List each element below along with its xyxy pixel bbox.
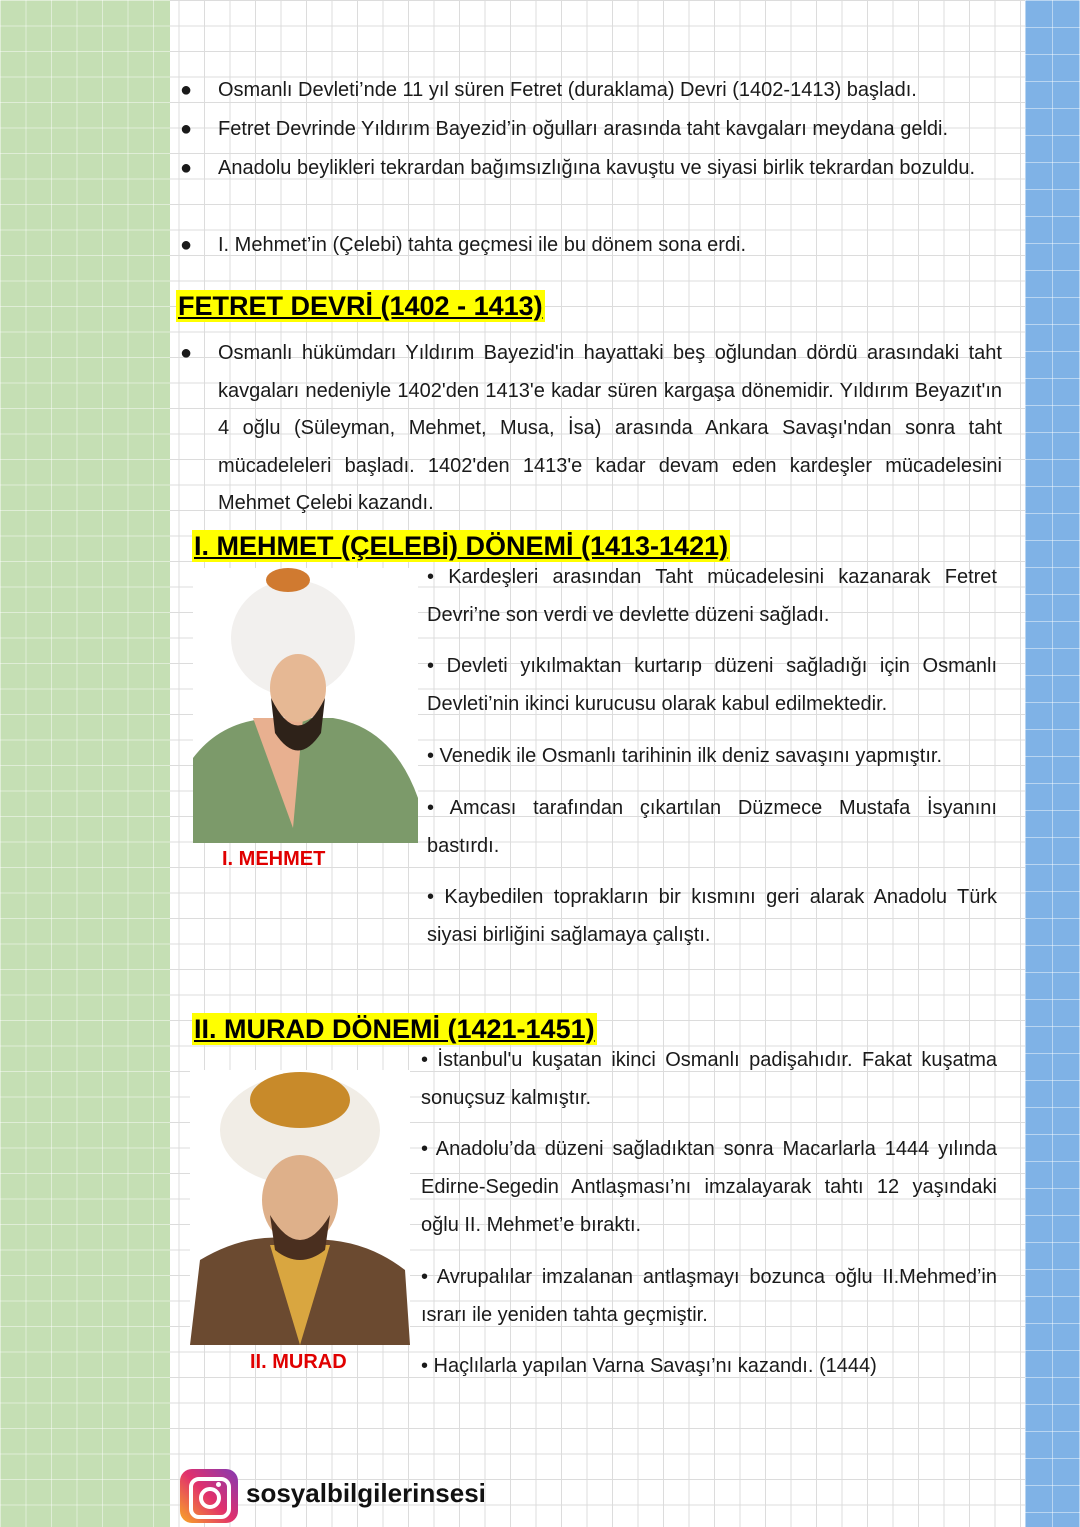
mehmet-portrait xyxy=(193,568,418,843)
mehmet-item: • Venedik ile Osmanlı tarihinin ilk deniz savaşını yapmıştır. xyxy=(427,745,943,767)
bullet-text: Fetret Devrinde Yıldırım Bayezid’in oğulları arasında taht kavgaları meydana geldi. xyxy=(218,118,949,140)
murad-caption: II. MURAD xyxy=(250,1351,347,1373)
left-margin-strip xyxy=(0,0,170,1527)
murad-item: • Avrupalılar imzalanan antlaşmayı bozunca oğlu II.Mehmed’in ısrarı ile yeniden tahta geçmiştir. xyxy=(421,1266,997,1326)
bullet-item: ● Fetret Devrinde Yıldırım Bayezid’in oğulları arasında taht kavgaları meydana geldi. xyxy=(180,111,1015,149)
mehmet-caption: I. MEHMET xyxy=(222,848,326,870)
fetret-text: Osmanlı hükümdarı Yıldırım Bayezid'in hayattaki beş oğlundan dördü arasındaki taht kavgaları nedeniyle 1402'den 1413'e kadar süren kargaşa dönemidir. Yıldırım Beyazıt'ın 4 oğlu (Süleyman, Mehmet, Musa, İsa) arasında Ankara Savaşı'ndan sonra taht mücadeleleri başladı. 1402'den 1413'e kadar devam eden kardeşler mücadelesini Mehmet Çelebi kazandı. xyxy=(218,342,1002,514)
murad-portrait xyxy=(190,1070,410,1345)
mehmet-item: • Kardeşleri arasından Taht mücadelesini kazanarak Fetret Devri’ne son verdi ve devlette düzeni sağladı. xyxy=(427,566,997,626)
mehmet-heading: I. MEHMET (ÇELEBİ) DÖNEMİ (1413-1421) xyxy=(194,531,729,561)
bullet-item: ● Anadolu beylikleri tekrardan bağımsızlığına kavuştu ve siyasi birlik tekrardan bozuldu. xyxy=(180,150,1015,188)
murad-heading: II. MURAD DÖNEMİ (1421-1451) xyxy=(194,1014,595,1044)
murad-item: • Haçlılarla yapılan Varna Savaşı’nı kazandı. (1444) xyxy=(421,1355,877,1377)
right-margin-strip xyxy=(1025,0,1080,1527)
bullet-text: I. Mehmet’in (Çelebi) tahta geçmesi ile bu dönem sona erdi. xyxy=(218,234,747,256)
bullet-text: Osmanlı Devleti’nde 11 yıl süren Fetret (duraklama) Devri (1402-1413) başladı. xyxy=(218,79,917,101)
bullet-item: ● I. Mehmet’in (Çelebi) tahta geçmesi ile bu dönem sona erdi. xyxy=(180,227,1015,265)
mehmet-item: • Amcası tarafından çıkartılan Düzmece Mustafa İsyanını bastırdı. xyxy=(427,797,997,857)
instagram-handle: sosyalbilgilerinsesi xyxy=(246,1478,486,1508)
bullet-text: Anadolu beylikleri tekrardan bağımsızlığına kavuştu ve siyasi birlik tekrardan bozuldu. xyxy=(218,157,976,179)
fetret-paragraph: ● Osmanlı hükümdarı Yıldırım Bayezid'in hayattaki beş oğlundan dördü arasındaki taht kavgaları nedeniyle 1402'den 1413'e kadar süren kargaşa dönemidir. Yıldırım Beyazıt'ın 4 oğlu (Süleyman, Mehmet, Musa, İsa) arasında Ankara Savaşı'ndan sonra taht mücadeleleri başladı. 1402'den 1413'e kadar devam eden kardeşler mücadelesini Mehmet Çelebi kazandı. xyxy=(180,335,1002,523)
fetret-heading: FETRET DEVRİ (1402 - 1413) xyxy=(178,291,543,321)
mehmet-item: • Kaybedilen toprakların bir kısmını geri alarak Anadolu Türk siyasi birliğini sağlamaya çalıştı. xyxy=(427,886,997,946)
bullet-item: ● Osmanlı Devleti’nde 11 yıl süren Fetret (duraklama) Devri (1402-1413) başladı. xyxy=(180,72,1015,110)
murad-item: • İstanbul'u kuşatan ikinci Osmanlı padişahıdır. Fakat kuşatma sonuçsuz kalmıştır. xyxy=(421,1049,997,1109)
mehmet-item: • Devleti yıkılmaktan kurtarıp düzeni sağladığı için Osmanlı Devleti’nin ikinci kurucusu olarak kabul edilmektedir. xyxy=(427,655,997,715)
instagram-icon xyxy=(180,1469,238,1523)
murad-item: • Anadolu’da düzeni sağladıktan sonra Macarlarla 1444 yılında Edirne-Segedin Antlaşması’nı imzalayarak tahtı 12 yaşındaki oğlu II. Mehmet’e bıraktı. xyxy=(421,1138,997,1236)
